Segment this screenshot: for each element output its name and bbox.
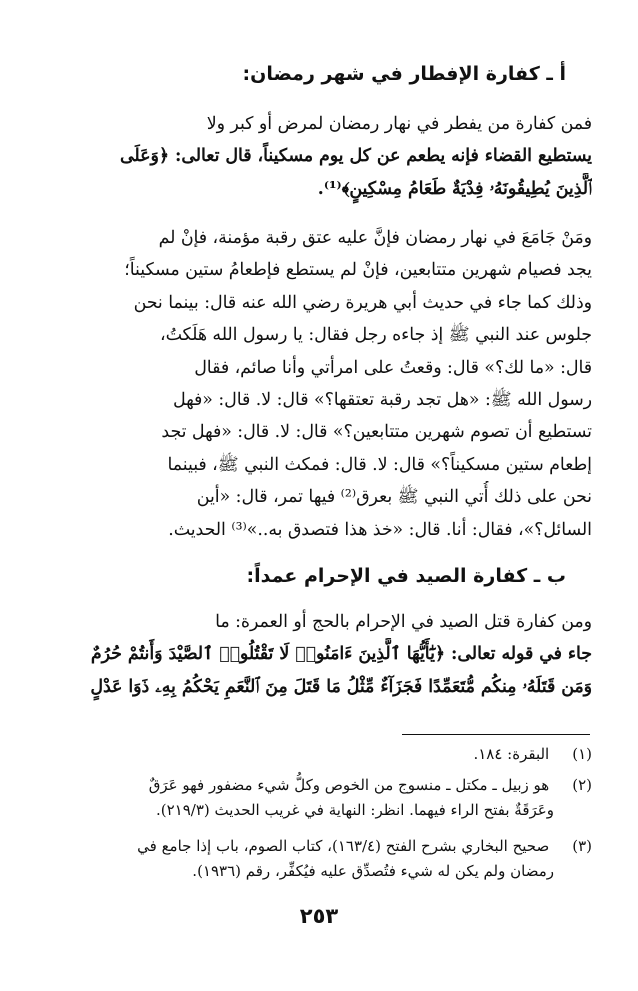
text-line: نحن على ذلك أُتي النبي ﷺ بعرق⁽²⁾ فيها تمر، قال: «أين xyxy=(196,487,592,508)
section-heading-b: ب ـ كفارة الصيد في الإحرام عمداً: xyxy=(246,565,566,587)
footnote-2 xyxy=(70,773,592,823)
text-line: يستطيع القضاء فإنه يطعم عن كل يوم مسكيناً، قال تعالى: ﴿وَعَلَى xyxy=(120,146,592,167)
text-line: السائل؟»، فقال: أنا. قال: «خذ هذا فتصدق به..»⁽³⁾ الحديث. xyxy=(168,519,592,540)
paragraph-hadith xyxy=(78,222,592,546)
footnote-text: هو زبيل ـ مكتل ـ منسوج من الخوص وكلُّ شيء مضفور فهو عَرَقٌ xyxy=(148,776,550,794)
footnote-text: وعَرَقَةٌ بفتح الراء فيهما. انظر: النهاية في غريب الحديث (٢١٩/٣). xyxy=(155,801,554,819)
text-line: وذلك كما جاء في حديث أبي هريرة رضي الله عنه قال: بينما نحن xyxy=(133,292,592,313)
text-line: وَمَن قَتَلَهُۥ مِنكُم مُّتَعَمِّدًا فَجَزَآءٌ مِّثْلُ مَا قَتَلَ مِنَ ٱلنَّعَمِ يَحْكُمُ بِهِۦ ذَوَا عَدْلٍ xyxy=(90,676,592,697)
text-line: قال: «ما لك؟» قال: وقعتُ على امرأتي وأنا صائم، فقال xyxy=(194,357,592,378)
text-line: ٱلَّذِينَ يُطِيقُونَهُۥ فِدْيَةٌ طَعَامُ مِسْكِينٍ﴾⁽¹⁾. xyxy=(317,178,592,199)
text-line: فمن كفارة من يفطر في نهار رمضان لمرض أو كبر ولا xyxy=(206,114,592,134)
text-line: جلوس عند النبي ﷺ إذ جاءه رجل فقال: يا رسول الله هَلَكتُ، xyxy=(160,325,592,346)
paragraph-hunting-expiation xyxy=(78,606,592,703)
footnote-number: (٣) xyxy=(572,837,592,855)
text-line: تستطيع أن تصوم شهرين متتابعين؟» قال: لا. قال: «فهل تجد xyxy=(161,422,592,443)
text-line: إطعام ستين مسكيناً؟» قال: لا. قال: فمكث النبي ﷺ، فبينما xyxy=(167,454,592,475)
text-line: رسول الله ﷺ: «هل تجد رقبة تعتقها؟» قال: لا. قال: «فهل xyxy=(172,390,592,411)
footnote-number: (٢) xyxy=(572,776,592,794)
footnote-text: رمضان ولم يكن له شيء فتُصدِّق عليه فيُكفِّر، رقم (١٩٣٦). xyxy=(192,862,554,880)
footnote-divider xyxy=(402,734,590,735)
footnote-text: البقرة: ١٨٤. xyxy=(473,745,550,763)
text-line: يجد فصيام شهرين متتابعين، فإنْ لم يستطع فإطعامُ ستين مسكيناً؛ xyxy=(124,260,592,281)
footnote-number: (١) xyxy=(572,745,592,763)
page-number: ٢٥٣ xyxy=(299,904,339,928)
paragraph-fasting-expiation xyxy=(78,108,592,205)
footnote-1 xyxy=(70,742,592,767)
footnote-text: صحيح البخاري بشرح الفتح (١٦٣/٤)، كتاب الصوم، باب إذا جامع في xyxy=(137,837,550,855)
text-line: ومَنْ جَامَعَ في نهار رمضان فإنَّ عليه عتق رقبة مؤمنة، فإنْ لم xyxy=(158,228,592,248)
section-heading-a: أ ـ كفارة الإفطار في شهر رمضان: xyxy=(242,63,566,85)
text-line: جاء في قوله تعالى: ﴿يَٰٓأَيُّهَا ٱلَّذِينَ ءَامَنُوا۟ لَا تَقْتُلُوا۟ ٱلصَّيْدَ وَأَنتُمْ حُرُمٌ xyxy=(90,644,592,665)
footnote-3 xyxy=(70,834,592,884)
text-line: ومن كفارة قتل الصيد في الإحرام بالحج أو العمرة: ما xyxy=(215,612,592,632)
